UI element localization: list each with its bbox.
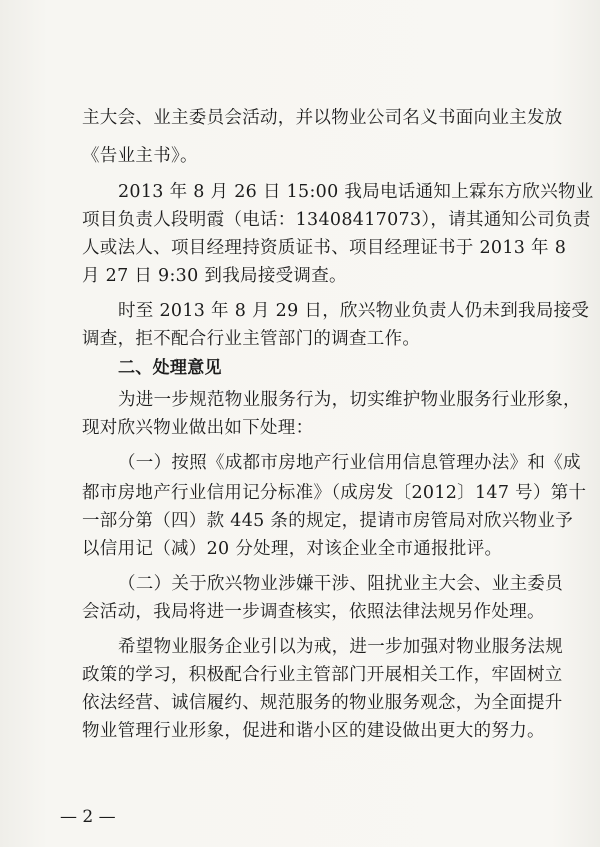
page-number: — 2 — (60, 807, 116, 827)
text-line: 《告业主书》。 (82, 146, 198, 166)
text-line: 现对欣兴物业做出如下处理： (82, 418, 314, 438)
text-line: 政策的学习，积极配合行业主管部门开展相关工作，牢固树立 (82, 665, 563, 685)
text-line: 都市房地产行业信用记分标准》（成房发〔2012〕147 号）第十 (82, 483, 587, 503)
text-line: 项目负责人段明霞（电话：13408417073），请其通知公司负责 (82, 210, 591, 230)
text-line: 2013 年 8 月 26 日 15:00 我局电话通知上霖东方欣兴物业 (118, 182, 594, 202)
text-line: 希望物业服务企业引以为戒，进一步加强对物业服务法规 (118, 637, 563, 657)
text-line: 时至 2013 年 8 月 29 日，欣兴物业负责人仍未到我局接受 (118, 301, 590, 321)
text-line: （二）关于欣兴物业涉嫌干涉、阻扰业主大会、业主委员 (118, 574, 563, 594)
text-line: 一部分第（四）款 445 条的规定，提请市房管局对欣兴物业予 (82, 511, 574, 531)
text-line: 会活动，我局将进一步调查核实，依照法律法规另作处理。 (82, 602, 545, 622)
text-line: 调查，拒不配合行业主管部门的调查工作。 (82, 329, 421, 349)
text-line: （一）按照《成都市房地产行业信用信息管理办法》和《成 (118, 453, 581, 473)
text-line: 为进一步规范物业服务行为，切实维护物业服务行业形象， (118, 390, 581, 410)
text-line: 主大会、业主委员会活动，并以物业公司名义书面向业主发放 (82, 108, 563, 128)
text-line: 以信用记（减）20 分处理，对该企业全市通报批评。 (82, 539, 503, 559)
section-heading: 二、处理意见 (118, 358, 222, 378)
text-line: 物业管理行业形象，促进和谐小区的建设做出更大的努力。 (82, 721, 545, 741)
text-line: 人或法人、项目经理持资质证书、项目经理证书于 2013 年 8 (82, 238, 567, 258)
text-line: 依法经营、诚信履约、规范服务的物业服务观念，为全面提升 (82, 693, 563, 713)
text-line: 月 27 日 9:30 到我局接受调查。 (82, 266, 347, 286)
